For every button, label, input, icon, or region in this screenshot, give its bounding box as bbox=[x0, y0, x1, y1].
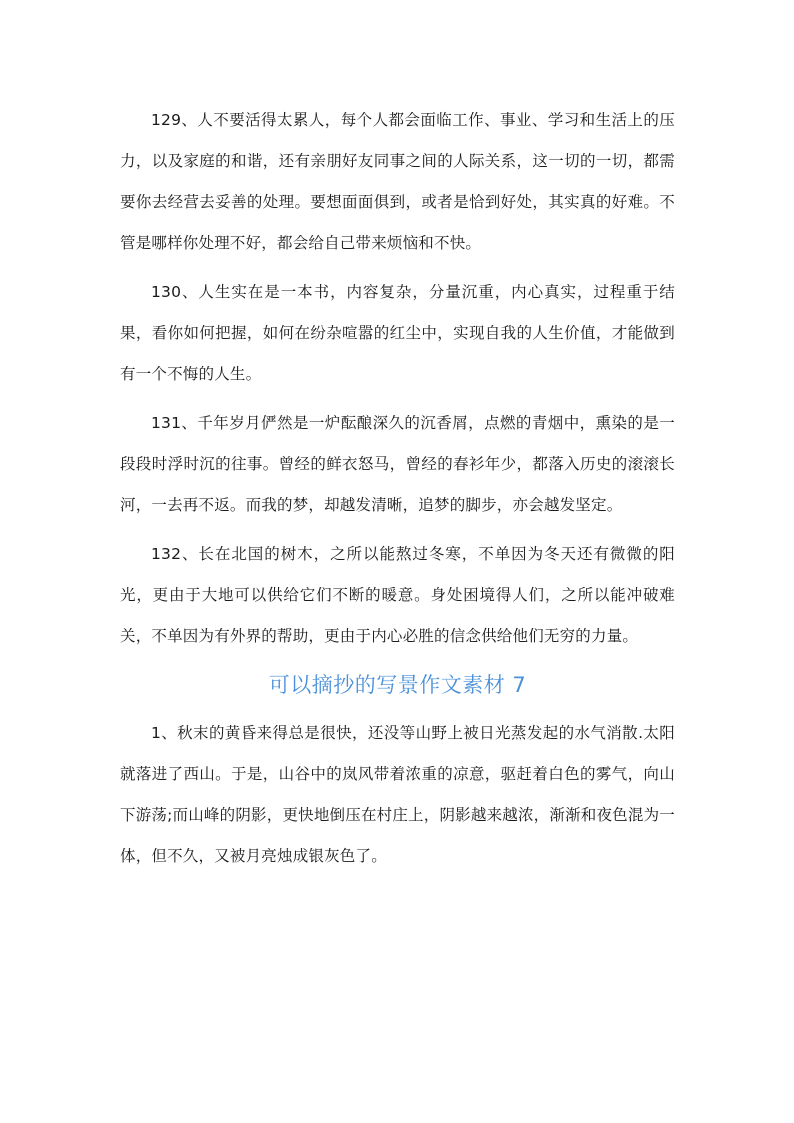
paragraph-130: 130、人生实在是一本书，内容复杂，分量沉重，内心真实，过程重于结果，看你如何把握，如何在纷杂喧嚣的红尘中，实现自我的人生价值，才能做到有一个不悔的人生。 bbox=[120, 283, 675, 383]
paragraph-131: 131、千年岁月俨然是一炉酝酿深久的沉香屑，点燃的青烟中，熏染的是一段段时浮时沉的往事。曾经的鲜衣怒马，曾经的春衫年少，都落入历史的滚滚长河，一去再不返。而我的梦，却越发清晰，追梦的脚步，亦会越发坚定。 bbox=[120, 414, 675, 514]
section-title: 可以摘抄的写景作文素材 7 bbox=[268, 673, 527, 697]
paragraph-132: 132、长在北国的树木，之所以能熬过冬寒，不单因为冬天还有微微的阳光，更由于大地可以供给它们不断的暖意。身处困境得人们，之所以能冲破难关，不单因为有外界的帮助，更由于内心必胜的信念供给他们无穷的力量。 bbox=[120, 545, 675, 645]
paragraph-129: 129、人不要活得太累人，每个人都会面临工作、事业、学习和生活上的压力，以及家庭的和谐，还有亲朋好友同事之间的人际关系，这一切的一切，都需要你去经营去妥善的处理。要想面面俱到，或者是恰到好处，其实真的好难。不管是哪样你处理不好，都会给自己带来烦恼和不快。 bbox=[120, 111, 675, 252]
document-body bbox=[120, 100, 675, 885]
paragraph-1: 1、秋末的黄昏来得总是很快，还没等山野上被日光蒸发起的水气消散.太阳就落进了西山。于是，山谷中的岚风带着浓重的凉意，驱赶着白色的雾气，向山下游荡;而山峰的阴影，更快地倒压在村庄上，阴影越来越浓，渐渐和夜色混为一体，但不久，又被月亮烛成银灰色了。 bbox=[120, 724, 675, 865]
